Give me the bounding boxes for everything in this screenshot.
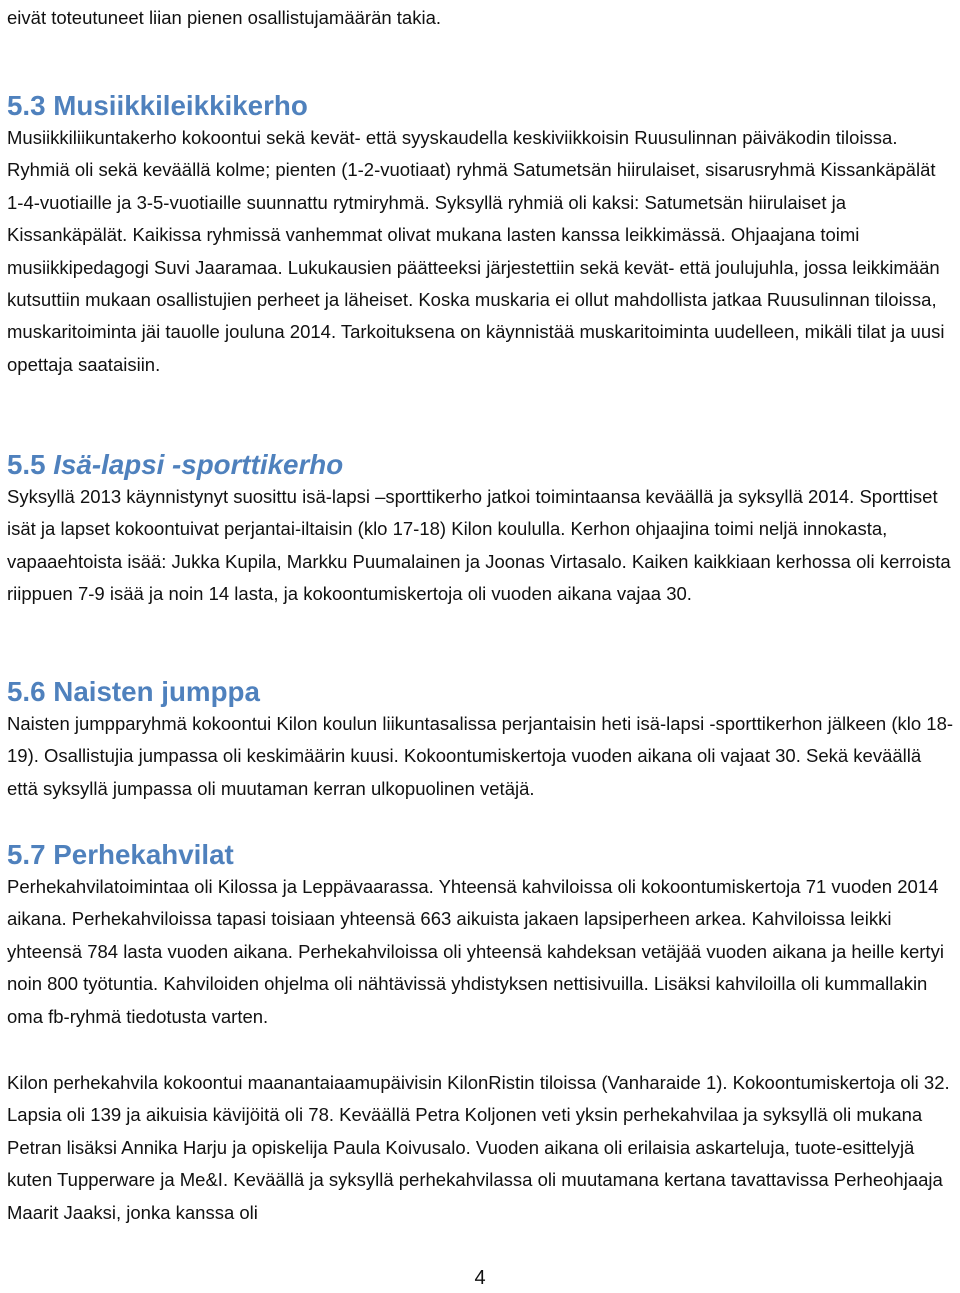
section-heading — [7, 839, 955, 871]
section-title: Musiikkileikkikerho — [53, 90, 308, 121]
section-5-7 — [7, 839, 955, 1033]
section-title: Naisten jumppa — [53, 676, 260, 707]
section-5-6 — [7, 676, 955, 805]
section-5-7-continued — [7, 1067, 955, 1229]
section-title: Isä-lapsi -sporttikerho — [53, 449, 344, 480]
section-title: Perhekahvilat — [53, 839, 234, 870]
page-number: 4 — [474, 1267, 486, 1289]
intro-block — [7, 2, 955, 34]
section-heading — [7, 90, 955, 122]
section-paragraph: Perhekahvilatoimintaa oli Kilossa ja Leppävaarassa. Yhteensä kahviloissa oli kokoontumiskertoja 71 vuoden 2014 aikana. Perhekahviloissa tapasi toisiaan yhteensä 663 aikuista jakaen lapsiperheen arkea. Kahviloissa leikki yhteensä 784 lasta vuoden aikana. Perhekahviloissa oli yhteensä kahdeksan vetäjää vuoden aikana ja heille kertyi noin 800 työtuntia. Kahviloiden ohjelma oli nähtävissä yhdistyksen nettisivuilla. Lisäksi kahviloilla oli kummallakin oma fb-ryhmä tiedotusta varten. — [7, 876, 944, 1027]
section-5-3 — [7, 90, 955, 381]
section-number: 5.3 — [7, 90, 46, 121]
section-heading — [7, 676, 955, 708]
section-paragraph: Syksyllä 2013 käynnistynyt suosittu isä-lapsi –sporttikerho jatkoi toimintaansa keväällä ja syksyllä 2014. Sporttiset isät ja lapset kokoontuivat perjantai-iltaisin (klo 17-18) Kilon koululla. Kerhon ohjaajina toimi neljä innokasta, vapaaehtoista isää: Jukka Kupila, Markku Puumalainen ja Joonas Virtasalo. Kaiken kaikkiaan kerhossa oli kerroista riippuen 7-9 isää ja noin 14 lasta, ja kokoontumiskertoja oli vuoden aikana vajaa 30. — [7, 486, 951, 605]
section-number: 5.7 — [7, 839, 46, 870]
section-number: 5.5 — [7, 449, 46, 480]
section-paragraph: Naisten jumpparyhmä kokoontui Kilon koulun liikuntasalissa perjantaisin heti isä-lapsi -sporttikerhon jälkeen (klo 18-19). Osallistujia jumpassa oli keskimäärin kuusi. Kokoontumiskertoja vuoden aikana oli vajaat 30. Sekä keväällä että syksyllä jumpassa oli muutaman kerran ulkopuolinen vetäjä. — [7, 713, 954, 799]
intro-paragraph: eivät toteutuneet liian pienen osallistujamäärän takia. — [7, 7, 442, 28]
section-paragraph: Musiikkiliikuntakerho kokoontui sekä kevät- että syyskaudella keskiviikkoisin Ruusulinnan päiväkodin tiloissa. Ryhmiä oli sekä keväällä kolme; pienten (1-2-vuotiaat) ryhmä Satumetsän hiirulaiset, sisarusryhmä Kissankäpälät 1-4-vuotiaille ja 3-5-vuotiaille suunnattu rytmiryhmä. Syksyllä ryhmiä oli kaksi: Satumetsän hiirulaiset ja Kissankäpälät. Kaikissa ryhmissä vanhemmat olivat mukana lasten kanssa leikkimässä. Ohjaajana toimi musiikkipedagogi Suvi Jaaramaa. Lukukausien päätteeksi järjestettiin sekä kevät- että joulujuhla, jossa leikkimään kutsuttiin mukaan osallistujien perheet ja läheiset. Koska muskaria ei ollut mahdollista jatkaa Ruusulinnan tiloissa, muskaritoiminta jäi tauolle jouluna 2014. Tarkoituksena on käynnistää muskaritoiminta uudelleen, mikäli tilat ja uusi opettaja saataisiin. — [7, 127, 945, 375]
section-number: 5.6 — [7, 676, 46, 707]
section-paragraph: Kilon perhekahvila kokoontui maanantaiaamupäivisin KilonRistin tiloissa (Vanharaide 1). Kokoontumiskertoja oli 32. Lapsia oli 139 ja aikuisia kävijöitä oli 78. Keväällä Petra Koljonen veti yksin perhekahvilaa ja syksyllä oli mukana Petran lisäksi Annika Harju ja opiskelija Paula Koivusalo. Vuoden aikana oli erilaisia askarteluja, tuote-esittelyjä kuten Tupperware ja Me&I. Keväällä ja syksyllä perhekahvilassa oli muutamana kertana tavattavissa Perheohjaaja Maarit Jaaksi, jonka kanssa oli — [7, 1072, 950, 1223]
section-heading — [7, 449, 955, 481]
section-5-5 — [7, 449, 955, 611]
